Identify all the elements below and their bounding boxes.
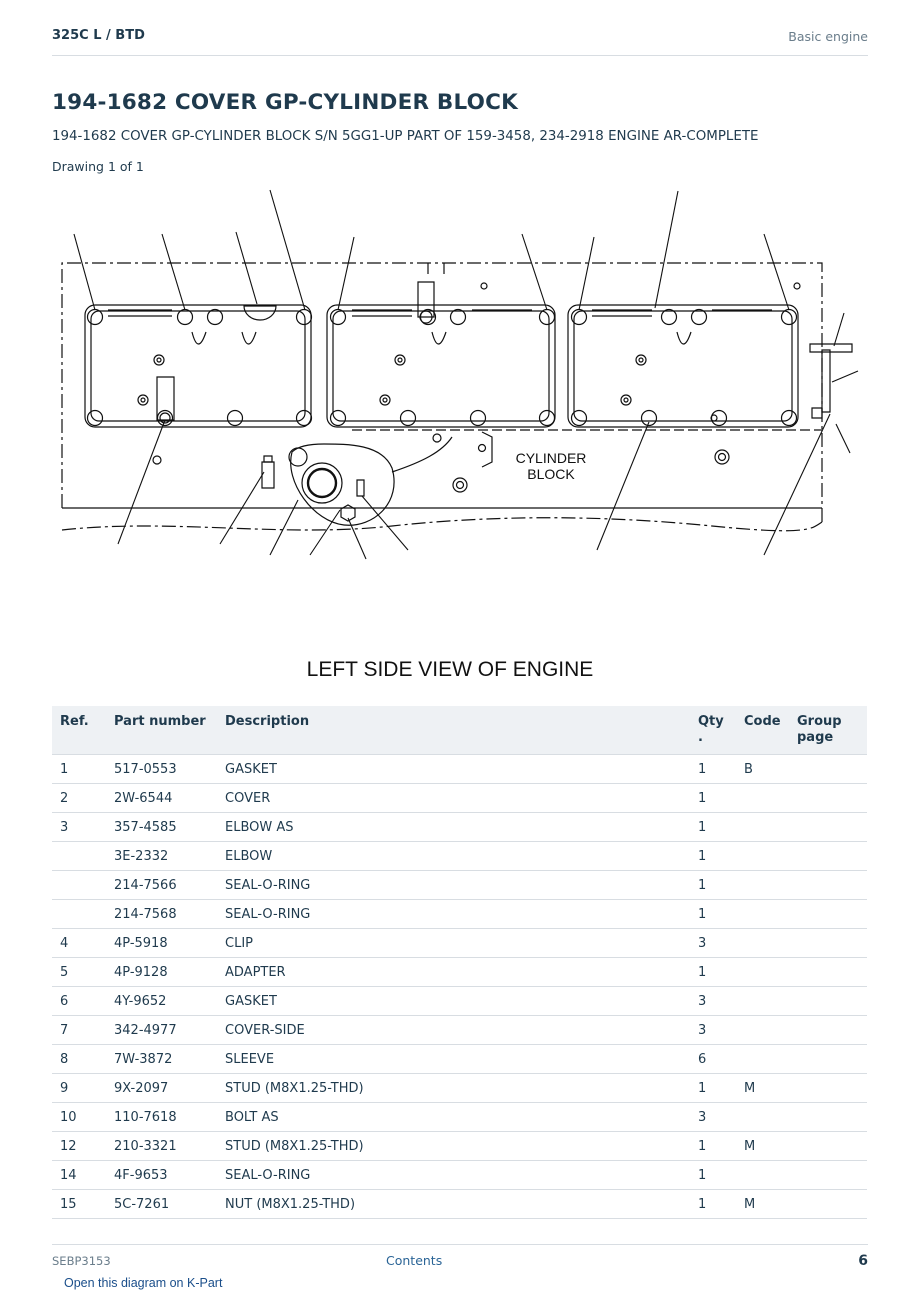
ref-cell: 12 [52, 1132, 106, 1161]
code-cell [736, 1103, 789, 1132]
description-cell: GASKET [217, 987, 690, 1016]
group-page-cell [789, 1016, 867, 1045]
code-cell: M [736, 1074, 789, 1103]
part-number-cell: 4Y-9652 [106, 987, 217, 1016]
table-row [52, 842, 867, 871]
block-label-line2: BLOCK [527, 466, 575, 482]
table-row [52, 813, 867, 842]
table-row [52, 755, 867, 784]
table-header-row [52, 706, 867, 755]
table-row [52, 958, 867, 987]
table-row [52, 1045, 867, 1074]
qty-cell: 3 [690, 1016, 736, 1045]
col-desc-header: Description [217, 706, 690, 755]
page-header [52, 28, 868, 56]
qty-cell: 1 [690, 1074, 736, 1103]
part-number-cell: 5C-7261 [106, 1190, 217, 1219]
kpart-diagram-link[interactable]: Open this diagram on K-Part [64, 1276, 223, 1290]
table-row [52, 987, 867, 1016]
drawing-count: Drawing 1 of 1 [52, 159, 144, 174]
part-number-cell: 357-4585 [106, 813, 217, 842]
group-page-cell [789, 1045, 867, 1074]
table-row [52, 784, 867, 813]
part-number-cell: 517-0553 [106, 755, 217, 784]
description-cell: NUT (M8X1.25-THD) [217, 1190, 690, 1219]
ref-cell: 6 [52, 987, 106, 1016]
table-row [52, 900, 867, 929]
page-number: 6 [858, 1253, 868, 1269]
side-cover-2 [327, 263, 555, 427]
description-cell: SEAL-O-RING [217, 871, 690, 900]
callout-leader-lines [74, 190, 858, 559]
qty-cell: 1 [690, 755, 736, 784]
group-page-cell [789, 784, 867, 813]
table-row [52, 1103, 867, 1132]
table-row [52, 1161, 867, 1190]
part-number-cell: 7W-3872 [106, 1045, 217, 1074]
code-cell: B [736, 755, 789, 784]
description-cell: ADAPTER [217, 958, 690, 987]
part-number-cell: 2W-6544 [106, 784, 217, 813]
code-cell [736, 1045, 789, 1074]
side-cover-1 [85, 305, 312, 427]
code-cell [736, 900, 789, 929]
code-cell [736, 842, 789, 871]
description-cell: ELBOW [217, 842, 690, 871]
ref-cell: 14 [52, 1161, 106, 1190]
qty-cell: 1 [690, 871, 736, 900]
code-cell [736, 871, 789, 900]
description-cell: BOLT AS [217, 1103, 690, 1132]
part-number-cell: 214-7568 [106, 900, 217, 929]
ref-cell [52, 900, 106, 929]
col-part-header: Part number [106, 706, 217, 755]
description-cell: COVER-SIDE [217, 1016, 690, 1045]
ref-cell [52, 871, 106, 900]
qty-cell: 1 [690, 1132, 736, 1161]
part-number-cell: 4P-5918 [106, 929, 217, 958]
code-cell [736, 958, 789, 987]
qty-cell: 1 [690, 784, 736, 813]
qty-cell: 3 [690, 987, 736, 1016]
code-cell [736, 1016, 789, 1045]
qty-cell: 3 [690, 929, 736, 958]
block-label-line1: CYLINDER [515, 450, 587, 466]
group-page-cell [789, 813, 867, 842]
qty-cell: 1 [690, 813, 736, 842]
description-cell: SEAL-O-RING [217, 1161, 690, 1190]
part-number-cell: 9X-2097 [106, 1074, 217, 1103]
code-cell [736, 813, 789, 842]
code-cell: M [736, 1190, 789, 1219]
block-bosses [153, 283, 800, 492]
description-cell: ELBOW AS [217, 813, 690, 842]
group-page-cell [789, 1132, 867, 1161]
ref-cell: 7 [52, 1016, 106, 1045]
description-cell: STUD (M8X1.25-THD) [217, 1132, 690, 1161]
ref-cell: 2 [52, 784, 106, 813]
group-page-cell [789, 987, 867, 1016]
qty-cell: 1 [690, 900, 736, 929]
qty-cell: 1 [690, 958, 736, 987]
description-cell: COVER [217, 784, 690, 813]
document-id: SEBP3153 [52, 1254, 111, 1268]
table-row [52, 1132, 867, 1161]
ref-cell: 5 [52, 958, 106, 987]
part-number-cell: 4P-9128 [106, 958, 217, 987]
diagram-caption: LEFT SIDE VIEW OF ENGINE [306, 658, 594, 681]
ref-cell: 9 [52, 1074, 106, 1103]
group-page-cell [789, 958, 867, 987]
page-subtitle: 194-1682 COVER GP-CYLINDER BLOCK S/N 5GG1-UP PART OF 159-3458, 234-2918 ENGINE AR-COMPLETE [52, 129, 759, 144]
col-qty-header: Qty . [690, 706, 736, 755]
code-cell [736, 929, 789, 958]
qty-cell: 6 [690, 1045, 736, 1074]
table-row [52, 1074, 867, 1103]
description-cell: CLIP [217, 929, 690, 958]
part-number-cell: 214-7566 [106, 871, 217, 900]
page-footer [52, 1244, 868, 1275]
code-cell [736, 784, 789, 813]
table-row [52, 1016, 867, 1045]
code-cell [736, 1161, 789, 1190]
block-outline [62, 263, 822, 522]
group-page-cell [789, 1074, 867, 1103]
ref-cell: 8 [52, 1045, 106, 1074]
section-name: Basic engine [788, 29, 868, 44]
group-page-cell [789, 929, 867, 958]
part-number-cell: 210-3321 [106, 1132, 217, 1161]
table-row [52, 929, 867, 958]
contents-link[interactable]: Contents [386, 1253, 443, 1268]
model-breadcrumb: 325C L / BTD [52, 28, 145, 43]
table-row [52, 871, 867, 900]
ref-cell: 10 [52, 1103, 106, 1132]
col-code-header: Code [736, 706, 789, 755]
part-number-cell: 110-7618 [106, 1103, 217, 1132]
parts-diagram [52, 182, 868, 702]
ref-cell: 1 [52, 755, 106, 784]
block-break-line [62, 518, 822, 531]
page-title: 194-1682 COVER GP-CYLINDER BLOCK [52, 90, 518, 115]
code-cell [736, 987, 789, 1016]
description-cell: SLEEVE [217, 1045, 690, 1074]
ref-cell [52, 842, 106, 871]
group-page-cell [789, 900, 867, 929]
qty-cell: 1 [690, 842, 736, 871]
parts-table [52, 706, 867, 1219]
description-cell: GASKET [217, 755, 690, 784]
ref-cell: 4 [52, 929, 106, 958]
part-number-cell: 342-4977 [106, 1016, 217, 1045]
group-page-cell [789, 1103, 867, 1132]
ref-cell: 15 [52, 1190, 106, 1219]
group-page-cell [789, 1190, 867, 1219]
qty-cell: 1 [690, 1161, 736, 1190]
description-cell: SEAL-O-RING [217, 900, 690, 929]
group-page-cell [789, 1161, 867, 1190]
group-page-cell [789, 842, 867, 871]
ref-cell: 3 [52, 813, 106, 842]
side-cover-3 [568, 305, 798, 427]
qty-cell: 1 [690, 1190, 736, 1219]
col-ref-header: Ref. [52, 706, 106, 755]
group-page-cell [789, 871, 867, 900]
qty-cell: 3 [690, 1103, 736, 1132]
adapter-assembly [262, 444, 394, 525]
group-page-cell [789, 755, 867, 784]
description-cell: STUD (M8X1.25-THD) [217, 1074, 690, 1103]
col-group-header: Group page [789, 706, 867, 755]
table-row [52, 1190, 867, 1219]
stud-assembly [810, 344, 852, 418]
part-number-cell: 3E-2332 [106, 842, 217, 871]
part-number-cell: 4F-9653 [106, 1161, 217, 1190]
code-cell: M [736, 1132, 789, 1161]
